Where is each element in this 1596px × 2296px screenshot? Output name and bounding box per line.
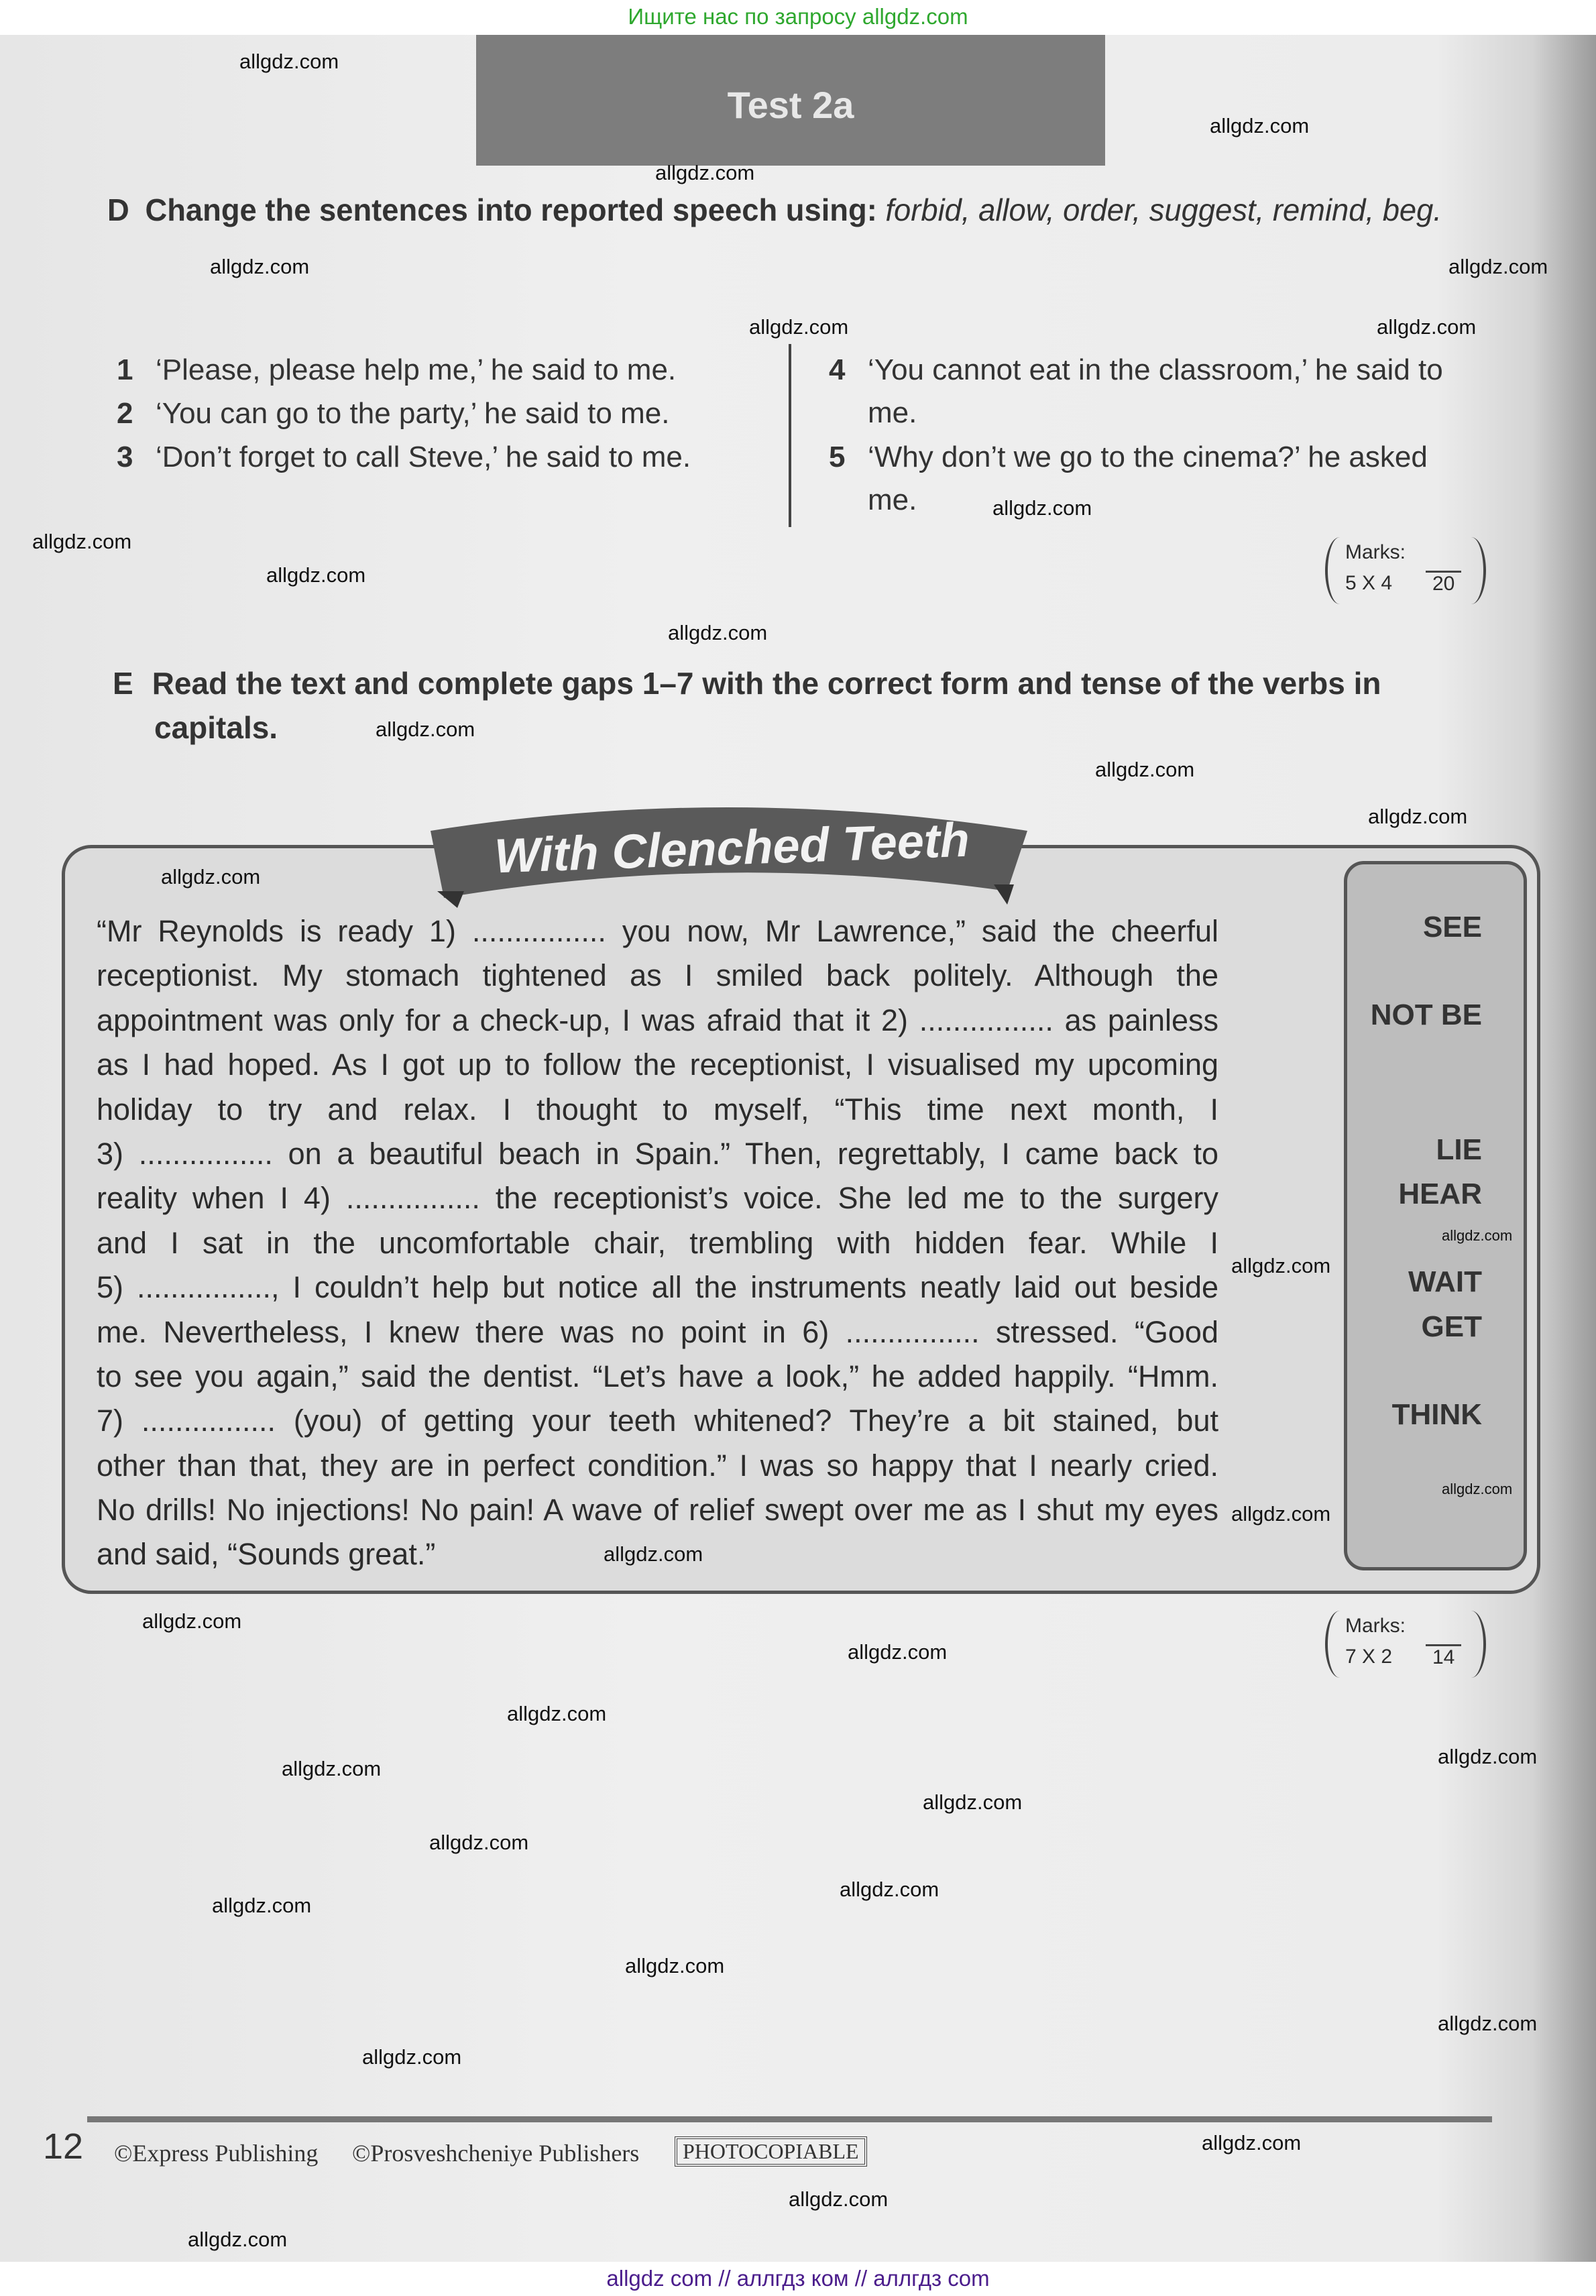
text-line: and said, “Sounds great.” <box>97 1537 436 1572</box>
watermark: allgdz.com <box>282 1757 382 1780</box>
list-item: 4 ‘You cannot eat in the classroom,’ he said to me. <box>829 353 1443 429</box>
watermark: allgdz.com <box>161 865 261 888</box>
text-line: 3) ................ on a beautiful beach in Spain.” Then, regrettably, I came back to <box>97 1136 1218 1171</box>
list-item: 5 ‘Why don’t we go to the cinema?’ he asked me. <box>829 441 1428 516</box>
reading-text <box>97 909 1218 1577</box>
watermark: allgdz.com <box>1368 805 1468 828</box>
watermark: allgdz.com <box>1442 1227 1513 1244</box>
section-e-instruction: E Read the text and complete gaps 1–7 with the correct form and tense of the verbs in capitals. <box>113 666 1381 745</box>
watermark: allgdz.com <box>429 1831 529 1854</box>
text-line: receptionist. My stomach tightened as I smiled back politely. Although the <box>97 958 1218 993</box>
watermark: allgdz.com <box>142 1609 242 1633</box>
verb-get: GET <box>1421 1310 1482 1343</box>
list-item: 3 ‘Don’t forget to call Steve,’ he said to me. <box>117 441 691 473</box>
watermark: allgdz.com <box>789 2187 889 2211</box>
watermark: allgdz.com <box>507 1702 607 1725</box>
watermark: allgdz.com <box>376 718 475 741</box>
watermark: allgdz.com <box>1438 2012 1538 2035</box>
watermark: allgdz.com <box>848 1640 948 1664</box>
photocopiable-badge: PHOTOCOPIABLE <box>675 2136 867 2167</box>
watermark: allgdz.com <box>992 496 1092 520</box>
list-item: 1 ‘Please, please help me,’ he said to me. <box>117 353 677 386</box>
marks-box-e: Marks: 7 X 2 14 <box>1325 1611 1486 1678</box>
footer-rule <box>87 2116 1492 2122</box>
watermark: allgdz.com <box>840 1878 939 1901</box>
text-line: to see you again,” said the dentist. “Let’s have a look,” he added happily. “Hmm. <box>97 1359 1218 1393</box>
verbs-panel <box>1344 861 1527 1570</box>
watermark: allgdz.com <box>923 1790 1023 1814</box>
watermark: allgdz.com <box>212 1894 312 1917</box>
watermark: allgdz.com <box>668 621 768 644</box>
list-item: 2 ‘You can go to the party,’ he said to me. <box>117 397 670 430</box>
watermark: allgdz.com <box>210 255 310 278</box>
verb-lie: LIE <box>1436 1133 1482 1166</box>
text-line: appointment was only for a check-up, I was afraid that it 2) ................ as painless <box>97 1002 1218 1037</box>
watermark: allgdz.com <box>749 315 849 339</box>
publisher-express: ©Express Publishing <box>114 2140 319 2167</box>
verb-hear: HEAR <box>1398 1178 1482 1210</box>
text-line: 7) ................ (you) of getting your teeth whitened? They’re a bit stained, but <box>97 1403 1218 1438</box>
watermark: allgdz.com <box>655 161 755 184</box>
text-line: holiday to try and relax. I thought to myself, “This time next month, I <box>97 1092 1218 1127</box>
watermark: allgdz.com <box>1448 255 1548 278</box>
site-banner-top: Ищите нас по запросу allgdz.com <box>0 0 1596 35</box>
verb-see: SEE <box>1422 911 1482 943</box>
site-banner-bottom: allgdz com // аллгдз ком // аллгдз com <box>0 2262 1596 2296</box>
watermark: allgdz.com <box>625 1954 725 1977</box>
watermark: allgdz.com <box>266 563 366 587</box>
text-line: and I sat in the uncomfortable chair, trembling with hidden fear. While I <box>97 1225 1218 1260</box>
column-divider <box>789 344 791 527</box>
verb-wait: WAIT <box>1408 1265 1482 1298</box>
watermark: allgdz.com <box>239 50 339 73</box>
text-line: me. Nevertheless, I knew there was no point in 6) ................ stressed. “Good <box>97 1314 1218 1349</box>
watermark: allgdz.com <box>1442 1481 1513 1497</box>
text-line: reality when I 4) ................ the receptionist’s voice. She led me to the surgery <box>97 1181 1218 1216</box>
marks-box-d: Marks: 5 X 4 20 <box>1325 537 1486 604</box>
watermark: allgdz.com <box>32 530 132 553</box>
watermark: allgdz.com <box>188 2228 288 2251</box>
text-line: other than that, they are in perfect condition.” I was so happy that I nearly cried. <box>97 1448 1218 1483</box>
title-banner <box>417 791 1039 908</box>
watermark: allgdz.com <box>1231 1502 1331 1526</box>
watermark: allgdz.com <box>362 2045 462 2069</box>
text-line: No drills! No injections! No pain! A wave of relief swept over me as I shut my eyes <box>97 1493 1218 1528</box>
watermark: allgdz.com <box>1202 2131 1302 2155</box>
watermark: allgdz.com <box>1210 114 1310 137</box>
watermark: allgdz.com <box>1377 315 1477 339</box>
page-number: 12 <box>43 2126 84 2167</box>
verb-not-be: NOT BE <box>1370 998 1482 1031</box>
watermark: allgdz.com <box>1231 1254 1331 1277</box>
publisher-prosveshcheniye: ©Prosveshcheniye Publishers <box>352 2140 640 2167</box>
test-title: Test 2a <box>727 84 854 126</box>
text-title: With Clenched Teeth <box>493 813 971 884</box>
watermark: allgdz.com <box>604 1542 703 1566</box>
verb-think: THINK <box>1391 1398 1482 1431</box>
watermark: allgdz.com <box>1438 1745 1538 1768</box>
watermark: allgdz.com <box>1095 758 1195 781</box>
section-d-instruction: D Change the sentences into reported speech using: forbid, allow, order, suggest, remind, beg. <box>107 192 1442 227</box>
text-line: as I had hoped. As I got up to follow the receptionist, I visualised my upcoming <box>97 1047 1218 1082</box>
test-header <box>476 35 1105 166</box>
text-line: 5) ................, I couldn’t help but notice all the instruments neatly laid out beside <box>97 1270 1218 1305</box>
text-line: “Mr Reynolds is ready 1) ................ you now, Mr Lawrence,” said the cheerful <box>97 914 1218 948</box>
